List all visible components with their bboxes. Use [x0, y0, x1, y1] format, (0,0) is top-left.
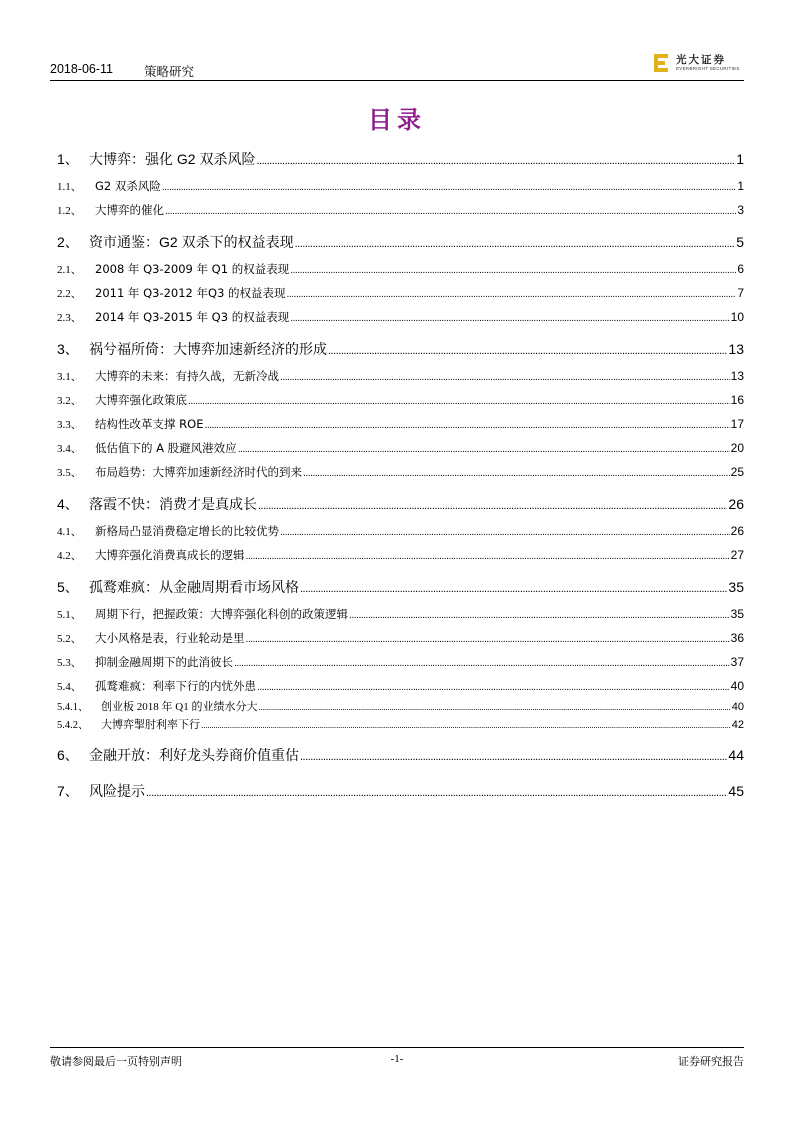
- toc-leader-dots: [258, 500, 727, 512]
- toc-entry[interactable]: [57, 232, 744, 252]
- toc-entry-number: 5.3、: [57, 657, 82, 669]
- toc-leader-dots: [280, 373, 730, 383]
- page-header: [50, 48, 744, 81]
- toc-entry-page: 26: [730, 524, 744, 538]
- toc-entry[interactable]: [57, 178, 744, 194]
- toc-entry-page: 27: [730, 548, 744, 562]
- logo-english-name: EVERBRIGHT SECURITIES: [676, 66, 740, 71]
- toc-entry-title: 创业板 2018 年 Q1 的业绩水分大: [101, 701, 258, 713]
- toc-leader-dots: [349, 611, 730, 621]
- toc-leader-dots: [201, 721, 731, 730]
- toc-leader-dots: [246, 635, 730, 645]
- toc-entry-number: 2.2、: [57, 288, 82, 300]
- toc-entry-title: 大博弈：强化 G2 双杀风险: [89, 151, 256, 167]
- toc-entry-page: 40: [730, 679, 744, 693]
- toc-entry-number: 2.3、: [57, 312, 82, 324]
- toc-entry[interactable]: [57, 606, 744, 622]
- toc-entry[interactable]: [57, 698, 744, 714]
- toc-leader-dots: [165, 207, 736, 217]
- toc-entry-title: 抑制金融周期下的此消彼长: [95, 655, 233, 669]
- toc-entry[interactable]: [57, 678, 744, 694]
- toc-entry-page: 16: [730, 393, 744, 407]
- toc-leader-dots: [300, 583, 727, 595]
- toc-entry-page: 44: [728, 747, 744, 763]
- toc-entry[interactable]: [57, 149, 744, 169]
- toc-leader-dots: [256, 155, 735, 167]
- toc-leader-dots: [280, 528, 730, 538]
- toc-entry-page: 45: [728, 783, 744, 799]
- toc-entry-number: 2.1、: [57, 264, 82, 276]
- logo-chinese-name: 光大证券: [676, 54, 726, 66]
- toc-leader-dots: [287, 290, 737, 300]
- toc-title: 目录: [368, 105, 426, 134]
- toc-entry-page: 20: [730, 441, 744, 455]
- toc-entry-title: 周期下行，把握政策：大博弈强化科创的政策逻辑: [95, 607, 348, 621]
- toc-entry-page: 6: [737, 262, 744, 276]
- toc-entry-title: 祸兮福所倚：大博弈加速新经济的形成: [89, 341, 327, 357]
- toc-entry[interactable]: [57, 494, 744, 514]
- toc-leader-dots: [188, 397, 730, 407]
- toc-entry-page: 1: [737, 179, 744, 193]
- toc-leader-dots: [328, 345, 727, 357]
- toc-entry-title: 孤鹜难疯：利率下行的内忧外患: [95, 679, 256, 693]
- page-footer: [50, 1047, 744, 1068]
- toc-entry-number: 1.1、: [57, 181, 82, 193]
- toc-entry-title: 大博弈的催化: [95, 203, 164, 217]
- toc-leader-dots: [234, 659, 730, 669]
- toc-entry[interactable]: [57, 416, 744, 432]
- toc-leader-dots: [258, 703, 730, 712]
- toc-entry[interactable]: [57, 261, 744, 277]
- toc-leader-dots: [146, 787, 727, 799]
- toc-entry-title: 大小风格是表，行业轮动是里: [95, 631, 245, 645]
- toc-entry[interactable]: [57, 464, 744, 480]
- toc-entry[interactable]: [57, 716, 744, 732]
- everbright-logo-icon: [654, 54, 670, 72]
- toc-entry-number: 5.2、: [57, 633, 82, 645]
- toc-leader-dots: [290, 314, 729, 324]
- report-date: 2018-06-11: [50, 62, 114, 76]
- toc-entry-page: 42: [731, 719, 744, 731]
- toc-entry-number: 3.5、: [57, 467, 82, 479]
- toc-entry-page: 35: [728, 579, 744, 595]
- toc-leader-dots: [303, 469, 730, 479]
- toc-entry[interactable]: [57, 654, 744, 670]
- toc-entry-number: 6、: [57, 747, 79, 763]
- toc-leader-dots: [162, 183, 736, 193]
- toc-entry-title: 2011 年 Q3-2012 年Q3 的权益表现: [95, 286, 286, 300]
- toc-entry-title: 大博弈掣肘利率下行: [101, 719, 200, 731]
- toc-entry-number: 4、: [57, 496, 79, 512]
- toc-entry-page: 37: [730, 655, 744, 669]
- toc-entry[interactable]: [57, 577, 744, 597]
- toc-entry-page: 25: [730, 465, 744, 479]
- toc-entry-title: 新格局凸显消费稳定增长的比较优势: [95, 524, 279, 538]
- footer-report-type: 证券研究报告: [678, 1055, 744, 1068]
- toc-entry-page: 5: [736, 234, 744, 250]
- toc-entry-page: 26: [728, 496, 744, 512]
- toc-entry-number: 1.2、: [57, 205, 82, 217]
- toc-entry-title: 2014 年 Q3-2015 年 Q3 的权益表现: [95, 310, 290, 324]
- toc-entry-number: 3、: [57, 341, 79, 357]
- toc-leader-dots: [290, 266, 736, 276]
- toc-leader-dots: [246, 552, 730, 562]
- toc-entry-title: 大博弈的未来：有持久战，无新冷战: [95, 369, 279, 383]
- toc-entry-title: 孤鹜难疯：从金融周期看市场风格: [89, 579, 299, 595]
- toc-entry-title: 金融开放：利好龙头券商价值重估: [89, 747, 299, 763]
- toc-entry-page: 7: [737, 286, 744, 300]
- toc-entry-title: 2008 年 Q3-2009 年 Q1 的权益表现: [95, 262, 290, 276]
- toc-leader-dots: [238, 445, 730, 455]
- toc-entry-title: 资市通鉴：G2 双杀下的权益表现: [89, 234, 294, 250]
- toc-entry-number: 7、: [57, 783, 79, 799]
- toc-entry[interactable]: [57, 440, 744, 456]
- toc-entry-number: 3.2、: [57, 395, 82, 407]
- toc-entry-title: 布局趋势：大博弈加速新经济时代的到来: [95, 465, 302, 479]
- toc-entry-number: 1、: [57, 151, 79, 167]
- toc-entry[interactable]: [57, 392, 744, 408]
- toc-entry-number: 5.4.1、: [57, 702, 89, 713]
- toc-entry-title: 大博弈强化政策底: [95, 393, 187, 407]
- toc-entry-title: 风险提示: [89, 783, 145, 799]
- toc-entry-page: 17: [730, 417, 744, 431]
- toc-entry-title: 大博弈强化消费真成长的逻辑: [95, 548, 245, 562]
- toc-leader-dots: [300, 751, 727, 763]
- toc-entry-number: 5.4、: [57, 681, 82, 693]
- toc-entry[interactable]: [57, 781, 744, 801]
- footer-disclaimer: 敬请参阅最后一页特别声明: [50, 1055, 182, 1068]
- everbright-logo: [654, 52, 744, 76]
- toc-entry-page: 1: [736, 151, 744, 167]
- toc-entry-page: 36: [730, 631, 744, 645]
- toc-entry-page: 13: [730, 369, 744, 383]
- toc-entry[interactable]: [57, 339, 744, 359]
- toc-entry-page: 40: [731, 701, 744, 713]
- toc-entry-number: 3.1、: [57, 371, 82, 383]
- page-number: -1-: [390, 1053, 404, 1065]
- toc-entry-number: 3.4、: [57, 443, 82, 455]
- toc-entry[interactable]: [57, 202, 744, 218]
- toc-entry-number: 4.1、: [57, 526, 82, 538]
- toc-leader-dots: [204, 421, 729, 431]
- toc-entry-page: 35: [730, 607, 744, 621]
- toc-entry-page: 13: [728, 341, 744, 357]
- toc-entry[interactable]: [57, 285, 744, 301]
- toc-entry-title: 结构性改革支撑 ROE: [95, 417, 204, 431]
- toc-leader-dots: [295, 238, 736, 250]
- toc-entry[interactable]: [57, 630, 744, 646]
- toc-entry[interactable]: [57, 368, 744, 384]
- toc-entry-number: 4.2、: [57, 550, 82, 562]
- toc-leader-dots: [257, 683, 730, 693]
- toc-entry-title: 低估值下的 A 股避风港效应: [95, 441, 237, 455]
- toc-entry[interactable]: [57, 523, 744, 539]
- report-category: 策略研究: [144, 64, 195, 79]
- toc-entry[interactable]: [57, 745, 744, 765]
- toc-entry[interactable]: [57, 547, 744, 563]
- toc-entry-number: 2、: [57, 234, 79, 250]
- toc-entry-number: 5.4.2、: [57, 720, 89, 731]
- toc-entry-title: G2 双杀风险: [95, 179, 161, 193]
- toc-entry-page: 3: [737, 203, 744, 217]
- toc-entry-number: 3.3、: [57, 419, 82, 431]
- toc-entry-page: 10: [730, 310, 744, 324]
- toc-entry[interactable]: [57, 309, 744, 325]
- toc-entry-number: 5、: [57, 579, 79, 595]
- toc-entry-number: 5.1、: [57, 609, 82, 621]
- toc-entry-title: 落霞不快：消费才是真成长: [89, 496, 257, 512]
